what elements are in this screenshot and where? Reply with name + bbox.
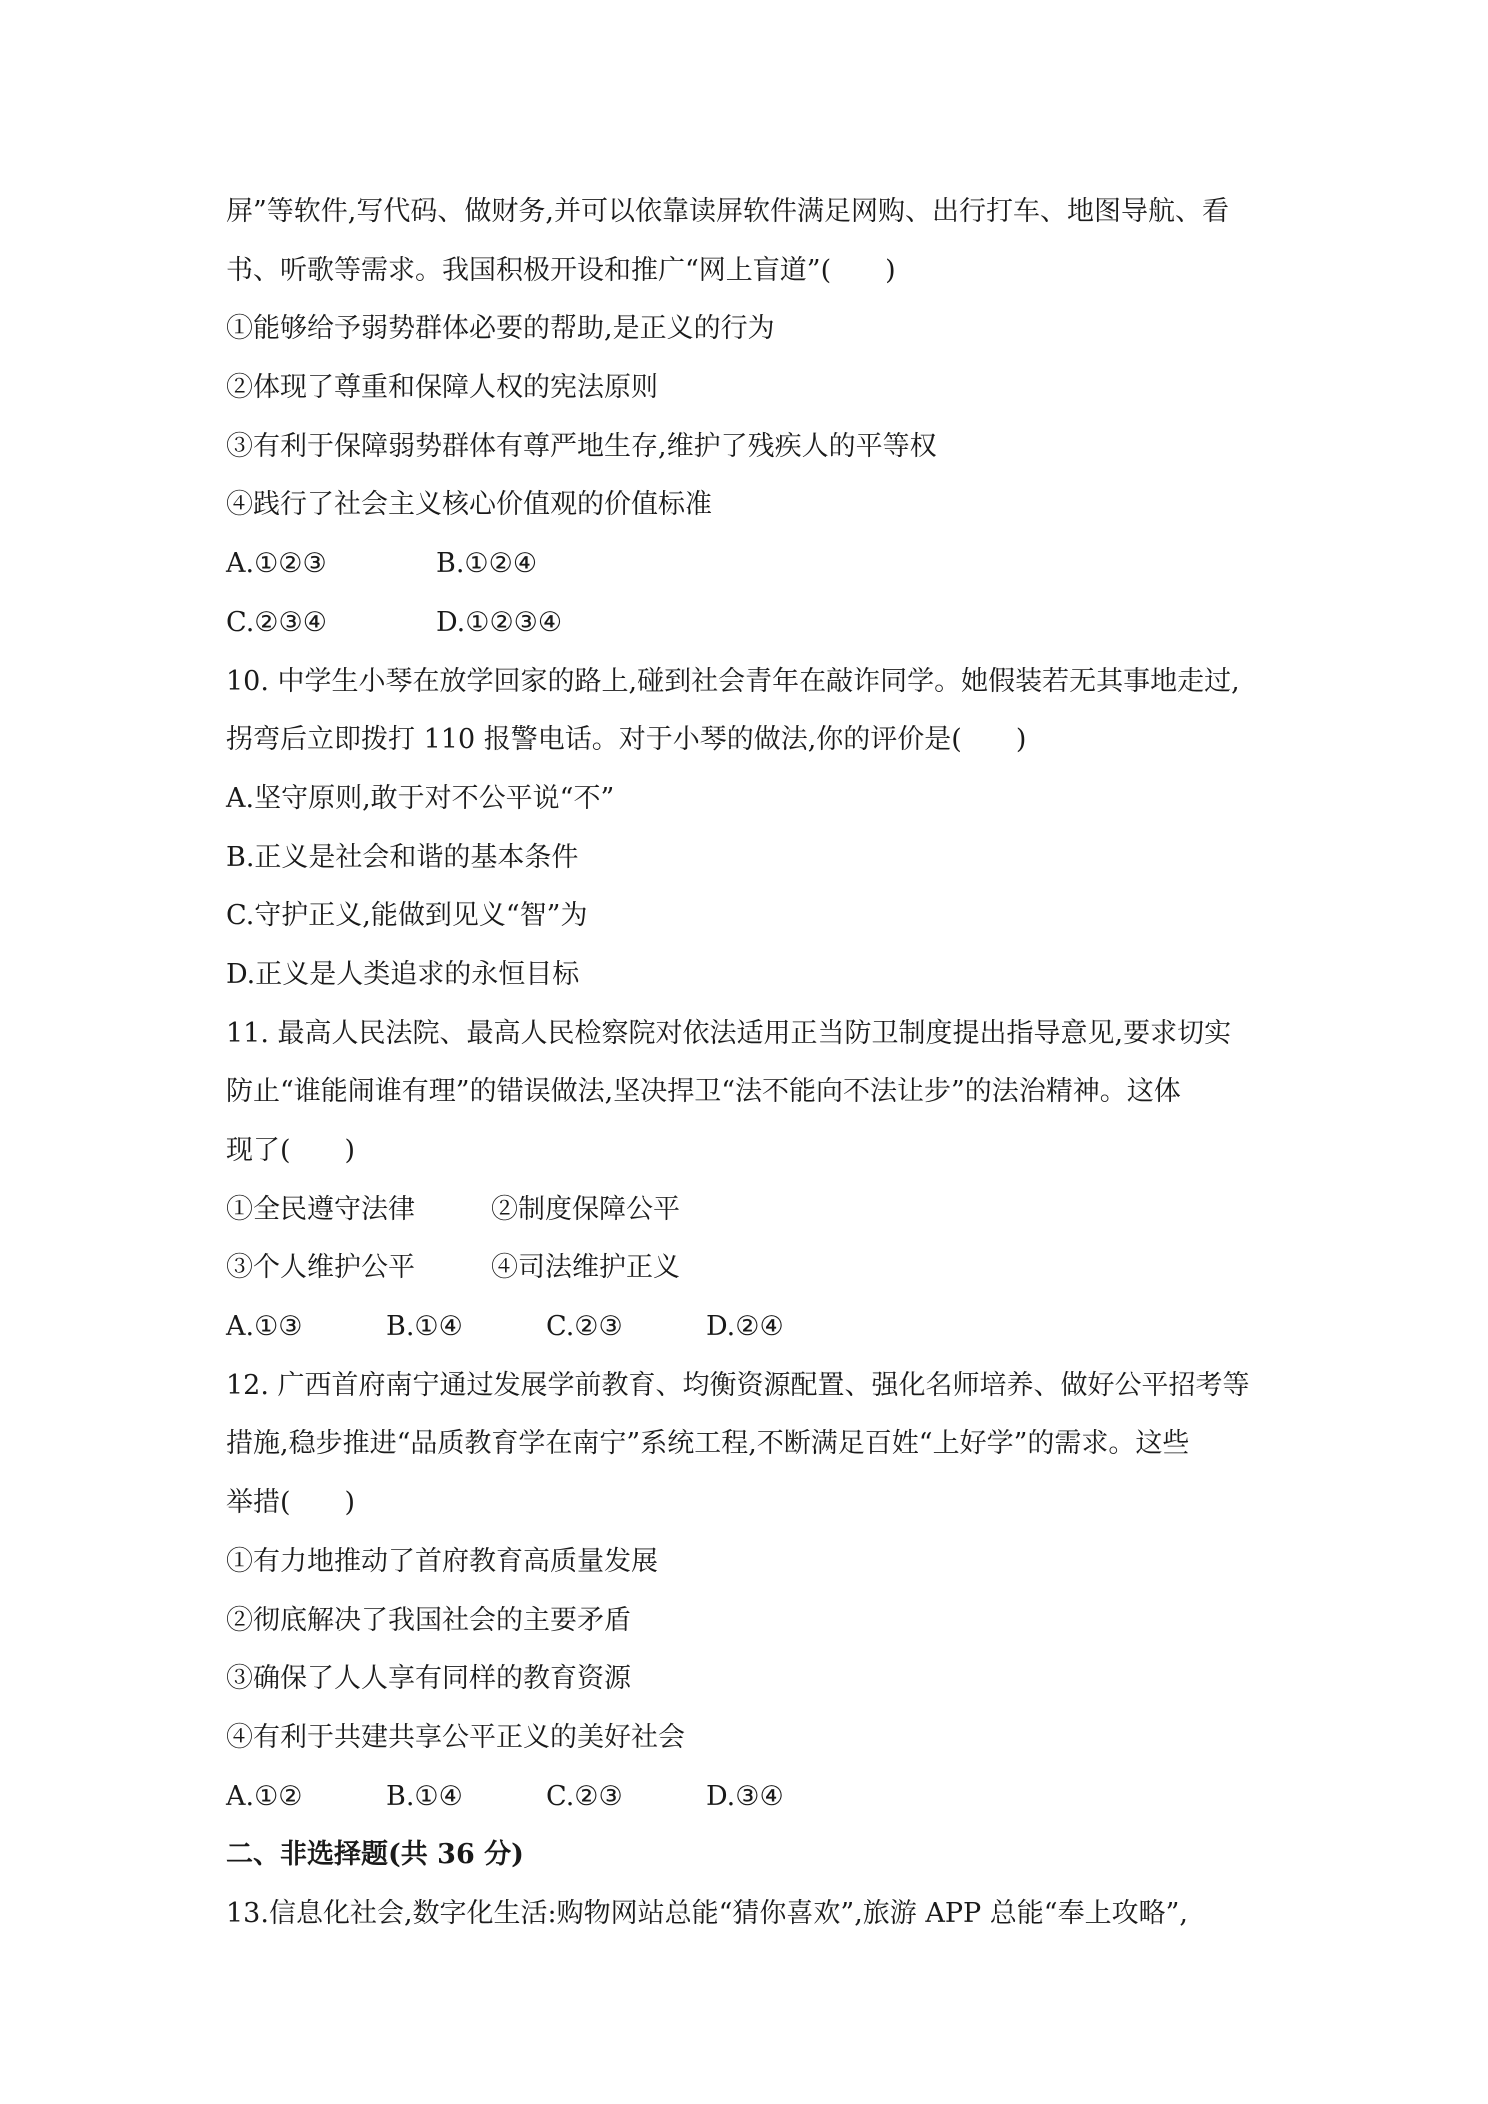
q12-option-b: B.①④: [386, 1780, 463, 1812]
q12-statement-2: ②彻底解决了我国社会的主要矛盾: [226, 1604, 631, 1636]
q11-statement-4: ④司法维护正义: [491, 1252, 680, 1284]
q11-statement-3: ③个人维护公平: [226, 1252, 415, 1284]
q12-statement-4: ④有利于共建共享公平正义的美好社会: [226, 1721, 685, 1753]
q12-statement-3: ③确保了人人享有同样的教育资源: [226, 1663, 631, 1695]
q9-options-row-2: [226, 599, 1276, 658]
q12-stem-line-2: 措施,稳步推进“品质教育学在南宁”系统工程,不断满足百姓“上好学”的需求。这些: [226, 1428, 1190, 1460]
q11-statements-row-2: [226, 1244, 1276, 1303]
q9-statement-1: ①能够给予弱势群体必要的帮助,是正义的行为: [226, 313, 775, 345]
q11-option-b: B.①④: [386, 1311, 463, 1343]
q11-option-c: C.②③: [546, 1311, 623, 1343]
q10-option-d: D.正义是人类追求的永恒目标: [226, 958, 580, 990]
q10-option-a: A.坚守原则,敢于对不公平说“不”: [226, 782, 615, 814]
q11-options-row: [226, 1303, 1276, 1362]
q9-statement-2: ②体现了尊重和保障人权的宪法原则: [226, 372, 658, 404]
q9-stem-line-2: 书、听歌等需求。我国积极开设和推广“网上盲道”( ): [226, 254, 896, 286]
q12-options-row: [226, 1773, 1276, 1832]
q10-stem-line-2: 拐弯后立即拨打 110 报警电话。对于小琴的做法,你的评价是( ): [226, 724, 1027, 756]
exam-content: [226, 188, 1276, 1949]
q12-stem-line-1: 12. 广西首府南宁通过发展学前教育、均衡资源配置、强化名师培养、做好公平招考等: [226, 1369, 1250, 1401]
q12-statement-1: ①有力地推动了首府教育高质量发展: [226, 1545, 658, 1577]
q9-statement-3: ③有利于保障弱势群体有尊严地生存,维护了残疾人的平等权: [226, 430, 937, 462]
q9-option-c: C.②③④: [226, 606, 327, 638]
q13-stem-line-1: 13.信息化社会,数字化生活:购物网站总能“猜你喜欢”,旅游 APP 总能“奉上攻略”,: [226, 1897, 1188, 1929]
q12-option-d: D.③④: [706, 1780, 784, 1812]
q9-option-a: A.①②③: [226, 548, 327, 580]
q12-option-c: C.②③: [546, 1780, 623, 1812]
q12-option-a: A.①②: [226, 1780, 303, 1812]
q9-statement-4: ④践行了社会主义核心价值观的价值标准: [226, 489, 712, 521]
q12-stem-line-3: 举措( ): [226, 1487, 356, 1519]
section-2-heading: 二、非选择题(共 36 分): [226, 1839, 524, 1871]
q11-option-a: A.①③: [226, 1311, 303, 1343]
q11-statements-row-1: [226, 1186, 1276, 1245]
q9-stem-line-1: 屏”等软件,写代码、做财务,并可以依靠读屏软件满足网购、出行打车、地图导航、看: [226, 196, 1229, 227]
q10-option-b: B.正义是社会和谐的基本条件: [226, 841, 579, 873]
q11-stem-line-2: 防止“谁能闹谁有理”的错误做法,坚决捍卫“法不能向不法让步”的法治精神。这体: [226, 1076, 1181, 1108]
q11-statement-1: ①全民遵守法律: [226, 1193, 415, 1225]
q11-stem-line-3: 现了( ): [226, 1135, 356, 1166]
q11-option-d: D.②④: [706, 1311, 784, 1343]
q10-stem-line-1: 10. 中学生小琴在放学回家的路上,碰到社会青年在敲诈同学。她假装若无其事地走过,: [226, 665, 1240, 697]
q9-option-d: D.①②③④: [436, 606, 563, 638]
q9-options-row-1: [226, 540, 1276, 599]
q9-option-b: B.①②④: [436, 548, 538, 580]
q11-stem-line-1: 11. 最高人民法院、最高人民检察院对依法适用正当防卫制度提出指导意见,要求切实: [226, 1017, 1232, 1049]
q10-option-c: C.守护正义,能做到见义“智”为: [226, 900, 588, 932]
q11-statement-2: ②制度保障公平: [491, 1193, 680, 1225]
